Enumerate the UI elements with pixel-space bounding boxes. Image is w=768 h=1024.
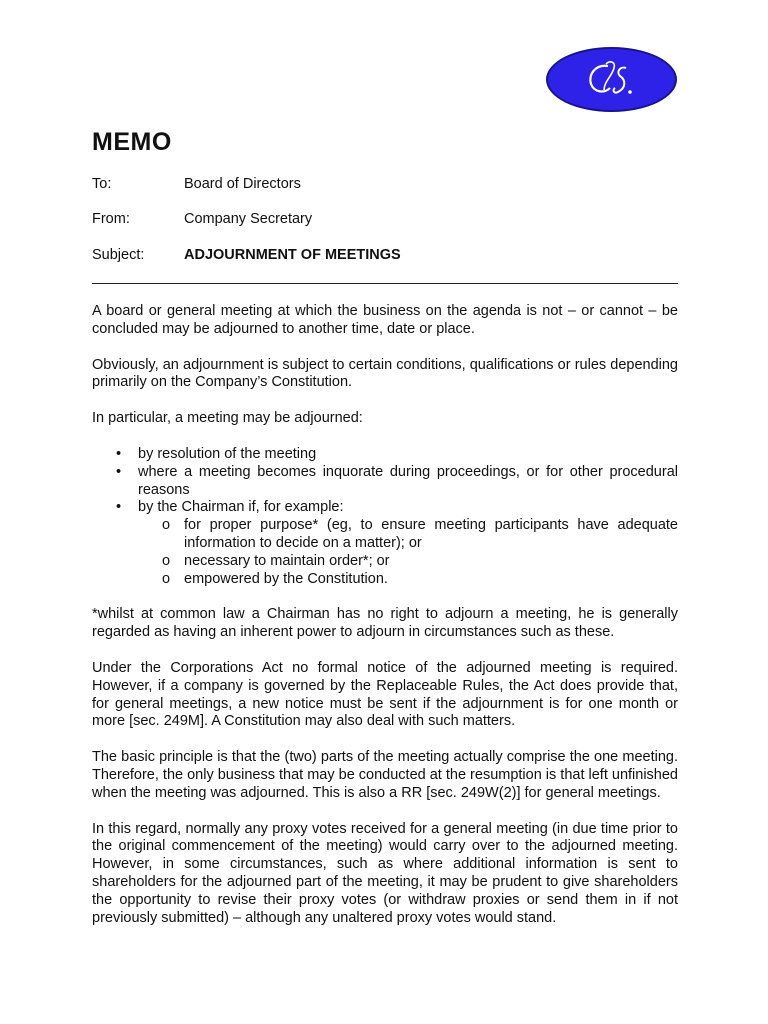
list-item: • by the Chairman if, for example: o for proper purpose* (eg, to ensure meeting participants have adequate information to decide on a matter); or o necessary to maintain order*; or o empowered by the Constitution. [116, 499, 678, 587]
paragraph-3: In particular, a meeting may be adjourned: [92, 410, 363, 427]
to-value: Board of Directors [184, 176, 301, 192]
cs-monogram-icon [582, 56, 642, 104]
paragraph-5: Under the Corporations Act no formal notice of the adjourned meeting is required. However, if a company is governed by the Replaceable Rules, the Act does provide that, for general meetings, a new notice must be sent if the adjournment is for one month or more [sec. 249M]. A Constitution may also deal with such matters. [92, 659, 678, 730]
memo-body [92, 303, 678, 945]
chairman-sublist [138, 517, 678, 588]
memo-title: MEMO [92, 128, 172, 156]
from-label: From: [92, 211, 130, 227]
subject-value: ADJOURNMENT OF MEETINGS [184, 247, 401, 263]
paragraph-6: The basic principle is that the (two) parts of the meeting actually comprise the one meeting. Therefore, the only business that may be conducted at the resumption is that left unfinished when the meeting was adjourned. This is also a RR [sec. 249W(2)] for general meetings. [92, 749, 678, 801]
to-row [92, 176, 301, 192]
from-value: Company Secretary [184, 211, 313, 227]
adjournment-list [92, 446, 678, 588]
subject-row [92, 247, 401, 263]
paragraph-footnote: *whilst at common law a Chairman has no right to adjourn a meeting, he is generally regarded as having an inherent power to adjourn in circumstances such as these. [92, 606, 678, 641]
header-divider [92, 283, 678, 284]
from-row [92, 211, 312, 227]
subject-label: Subject: [92, 247, 145, 263]
paragraph-2: Obviously, an adjournment is subject to certain conditions, qualifications or rules depending primarily on the Company’s Constitution. [92, 356, 678, 391]
sublist-item: o empowered by the Constitution. [162, 570, 388, 587]
sublist-item: o necessary to maintain order*; or [162, 552, 390, 569]
sublist-item: o for proper purpose* (eg, to ensure meeting participants have adequate information to decide on a matter); or [162, 517, 678, 551]
to-label: To: [92, 176, 112, 192]
list-item: • by resolution of the meeting [116, 445, 317, 462]
list-item: • where a meeting becomes inquorate during proceedings, or for other procedural reasons [116, 463, 678, 498]
paragraph-1: A board or general meeting at which the business on the agenda is not – or cannot – be concluded may be adjourned to another time, date or place. [92, 303, 678, 337]
company-logo [546, 47, 677, 112]
paragraph-7: In this regard, normally any proxy votes received for a general meeting (in due time prior to the original commencement of the meeting) would carry over to the adjourned meeting. However, in some circumstances, such as where additional information is sent to shareholders for the adjourned part of the meeting, it may be prudent to give shareholders the opportunity to revise their proxy votes (or withdraw proxies or send them in if not previously submitted) – although any unaltered proxy votes would stand. [92, 820, 678, 926]
